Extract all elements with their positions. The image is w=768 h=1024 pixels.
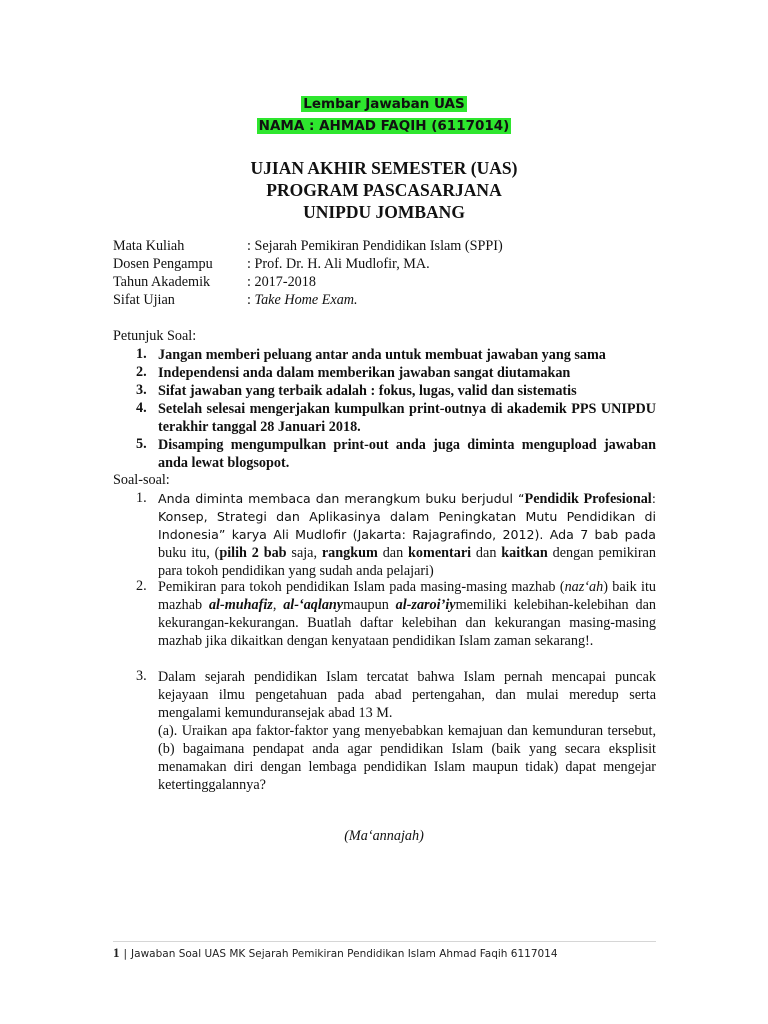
instruction-number: 1.: [136, 346, 147, 362]
instruction-text: Jangan memberi peluang antar anda untuk membuat jawaban yang sama: [158, 347, 606, 363]
q2-italic: naz‘ah: [564, 579, 604, 595]
q1-part: saja,: [286, 545, 322, 561]
q1-bold: komentari: [408, 545, 472, 561]
q1-part: dengan pemikiran para tokoh pendidikan yang sudah anda pelajari): [158, 545, 656, 579]
student-name-text: NAMA : AHMAD FAQIH (6117014): [258, 118, 510, 134]
info-value-italic: Take Home Exam.: [254, 292, 358, 308]
q3-paragraph: (a). Uraikan apa faktor-faktor yang menyebabkan kemajuan dan kemunduran tersebut,(b) bagaimana pendapat anda agar pendidikan Islam (baik yang secara eksplisit menamakan diri dengan lembaga pendidikan Islam maupun tidak) dapat mengejar ketertinggalannya?: [158, 723, 656, 793]
instruction-number: 2.: [136, 364, 147, 380]
info-label: Dosen Pengampu: [113, 256, 213, 272]
footer-divider: [113, 941, 656, 942]
info-value: : Prof. Dr. H. Ali Mudlofir, MA.: [247, 256, 430, 272]
q3-paragraph: Dalam sejarah pendidikan Islam tercatat bahwa Islam pernah mencapai puncak kejayaan ilmu pengetahuan pada abad pertengahan, dan mulai meredup serta mengalami kemunduransejak abad 13 M.: [158, 669, 656, 721]
q1-bold: kaitkan: [501, 545, 548, 561]
question-text: [158, 578, 656, 650]
instruction-text: Setelah selesai mengerjakan kumpulkan print-outnya di akademik PPS UNIPDU terakhir tanggal 28 Januari 2018.: [158, 401, 656, 435]
closing-remark: (Ma‘annajah): [344, 828, 424, 844]
q1-bold: rangkum: [321, 545, 378, 561]
q2-bold-italic: al-‘aqlany: [283, 597, 344, 613]
question-number: 1.: [136, 490, 147, 506]
program-title: PROGRAM PASCASARJANA: [266, 180, 502, 200]
question-text: [158, 668, 656, 794]
q2-part: Pemikiran para tokoh pendidikan Islam pada masing-masing mazhab (: [158, 579, 565, 595]
exam-title: UJIAN AKHIR SEMESTER (UAS): [250, 158, 518, 178]
student-name-label: [0, 116, 768, 136]
q2-bold-italic: al-zaroi’iy: [395, 597, 456, 613]
footer-text: Jawaban Soal UAS MK Sejarah Pemikiran Pendidikan Islam Ahmad Faqih 6117014: [131, 948, 558, 960]
q2-bold-italic: al-muhafiz: [208, 597, 273, 613]
q2-part: ) baik itu mazhab: [158, 579, 656, 613]
answer-sheet-label: [0, 94, 768, 114]
q1-bold: pilih 2 bab: [219, 545, 287, 561]
footer-separator: |: [123, 948, 128, 960]
q1-part: buku itu, (: [158, 545, 220, 561]
answer-sheet-label-text: Lembar Jawaban UAS: [303, 96, 465, 112]
question-number: 2.: [136, 578, 147, 594]
question-text: [158, 490, 656, 580]
page-number: 1: [113, 945, 120, 960]
instruction-text: Disamping mengumpulkan print-out anda juga diminta mengupload jawaban anda lewat blogsopot.: [158, 437, 656, 471]
info-label: Sifat Ujian: [113, 292, 175, 308]
instructions-heading: Petunjuk Soal:: [113, 328, 197, 344]
instruction-number: 5.: [136, 436, 147, 452]
questions-heading: Soal-soal:: [113, 472, 170, 488]
info-value: : 2017-2018: [247, 274, 316, 290]
instruction-text: Sifat jawaban yang terbaik adalah : fokus, lugas, valid dan sistematis: [158, 383, 577, 399]
university-title: UNIPDU JOMBANG: [303, 202, 465, 222]
question-number: 3.: [136, 668, 147, 684]
info-value: : Sejarah Pemikiran Pendidikan Islam (SPPI): [247, 238, 503, 254]
q2-part: maupun: [343, 597, 396, 613]
page-footer: [113, 945, 558, 961]
q1-part: Anda diminta membaca dan merangkum buku berjudul “: [158, 491, 525, 506]
info-label: Tahun Akademik: [113, 274, 211, 290]
q2-part: memiliki kelebihan-kelebihan dan kekurangan-kekurangan. Buatlah daftar kelebihan dan kekurangan masing-masing mazhab jika dikaitkan dengan kenyataan pendidikan Islam zaman sekarang!.: [158, 597, 656, 649]
instruction-number: 3.: [136, 382, 147, 398]
q1-bold-book-title: Pendidik Profesional: [524, 491, 652, 507]
instruction-number: 4.: [136, 400, 147, 416]
q1-part: : Konsep, Strategi dan Aplikasinya dalam Peningkatan Mutu Pendidikan di Indonesia” karya Ali Mudlofir (Jakarta: Rajagrafindo, 2012). Ada 7 bab pada: [158, 491, 656, 542]
instruction-text: Independensi anda dalam memberikan jawaban sangat diutamakan: [158, 365, 571, 381]
q1-part: dan: [471, 545, 502, 561]
q2-part: ,: [272, 597, 284, 613]
info-value-prefix: :: [247, 292, 255, 308]
info-value: [247, 292, 358, 309]
q1-part: dan: [377, 545, 409, 561]
info-label: Mata Kuliah: [113, 238, 185, 254]
